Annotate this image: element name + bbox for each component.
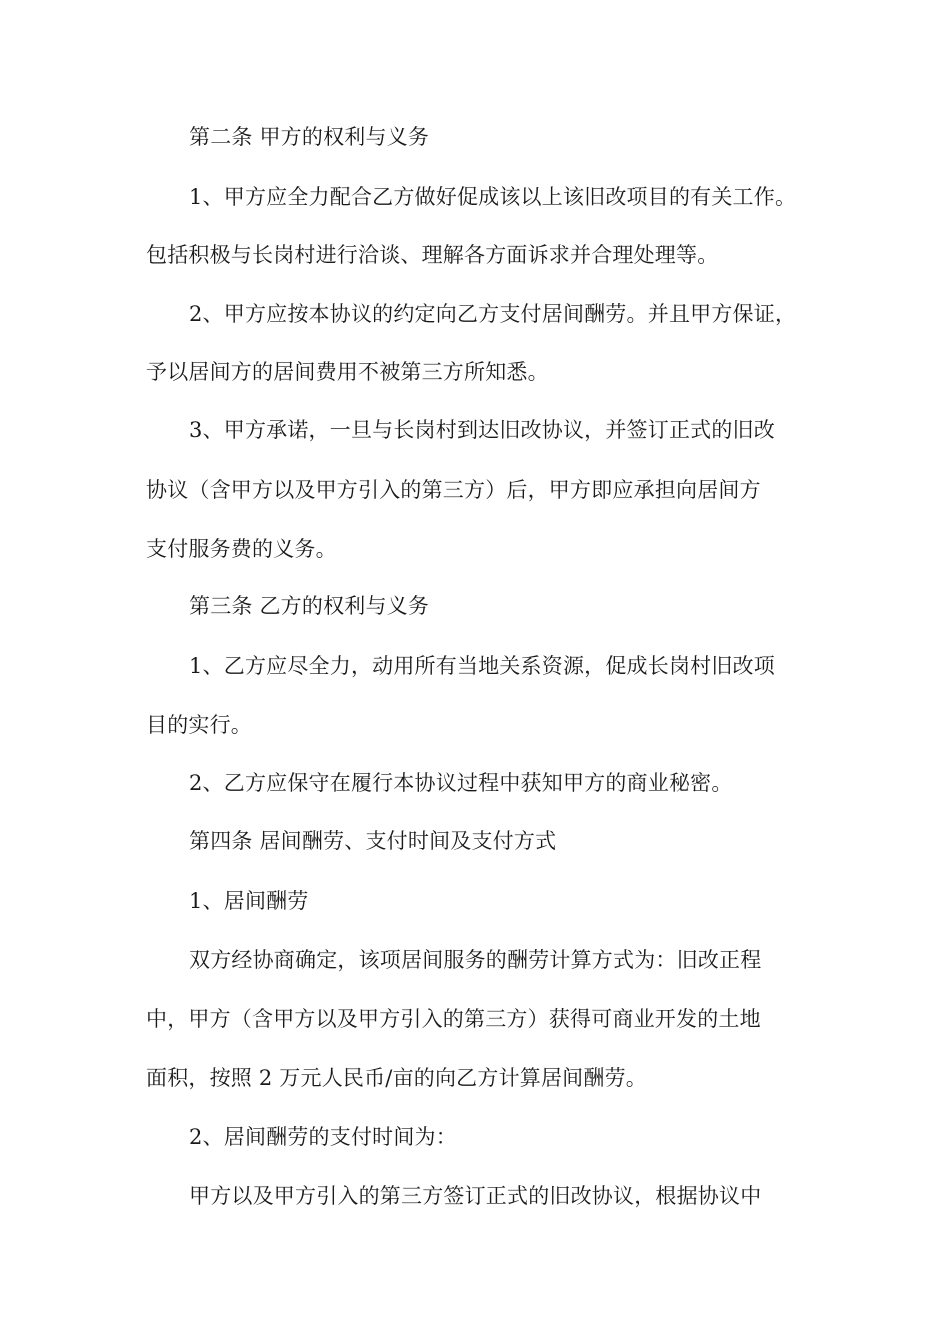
paragraph-line: 2、居间酬劳的支付时间为： <box>189 1125 457 1149</box>
paragraph-line: 双方经协商确定，该项居间服务的酬劳计算方式为：旧改正程 <box>189 948 762 972</box>
paragraph-line: 支付服务费的义务。 <box>146 537 337 561</box>
section-heading-4: 第四条 居间酬劳、支付时间及支付方式 <box>189 829 557 853</box>
paragraph-line: 目的实行。 <box>146 713 252 737</box>
paragraph-line: 协议（含甲方以及甲方引入的第三方）后，甲方即应承担向居间方 <box>146 478 761 502</box>
paragraph-line: 2、甲方应按本协议的约定向乙方支付居间酬劳。并且甲方保证， <box>189 302 797 326</box>
paragraph-line: 中，甲方（含甲方以及甲方引入的第三方）获得可商业开发的土地 <box>146 1007 761 1031</box>
section-heading-2: 第二条 甲方的权利与义务 <box>189 125 430 149</box>
paragraph-line: 予以居间方的居间费用不被第三方所知悉。 <box>146 360 549 384</box>
paragraph-line: 2、乙方应保守在履行本协议过程中获知甲方的商业秘密。 <box>189 771 733 795</box>
paragraph-line: 1、居间酬劳 <box>189 889 309 913</box>
paragraph-line: 3、甲方承诺，一旦与长岗村到达旧改协议，并签订正式的旧改 <box>189 418 775 442</box>
paragraph-line: 1、乙方应尽全力，动用所有当地关系资源，促成长岗村旧改项 <box>189 654 775 678</box>
paragraph-line: 甲方以及甲方引入的第三方签订正式的旧改协议，根据协议中 <box>189 1184 762 1208</box>
paragraph-line: 1、甲方应全力配合乙方做好促成该以上该旧改项目的有关工作。 <box>189 185 797 209</box>
paragraph-line: 面积，按照 2 万元人民币/亩的向乙方计算居间酬劳。 <box>146 1066 647 1090</box>
section-heading-3: 第三条 乙方的权利与义务 <box>189 594 430 618</box>
paragraph-line: 包括积极与长岗村进行洽谈、理解各方面诉求并合理处理等。 <box>146 243 719 267</box>
